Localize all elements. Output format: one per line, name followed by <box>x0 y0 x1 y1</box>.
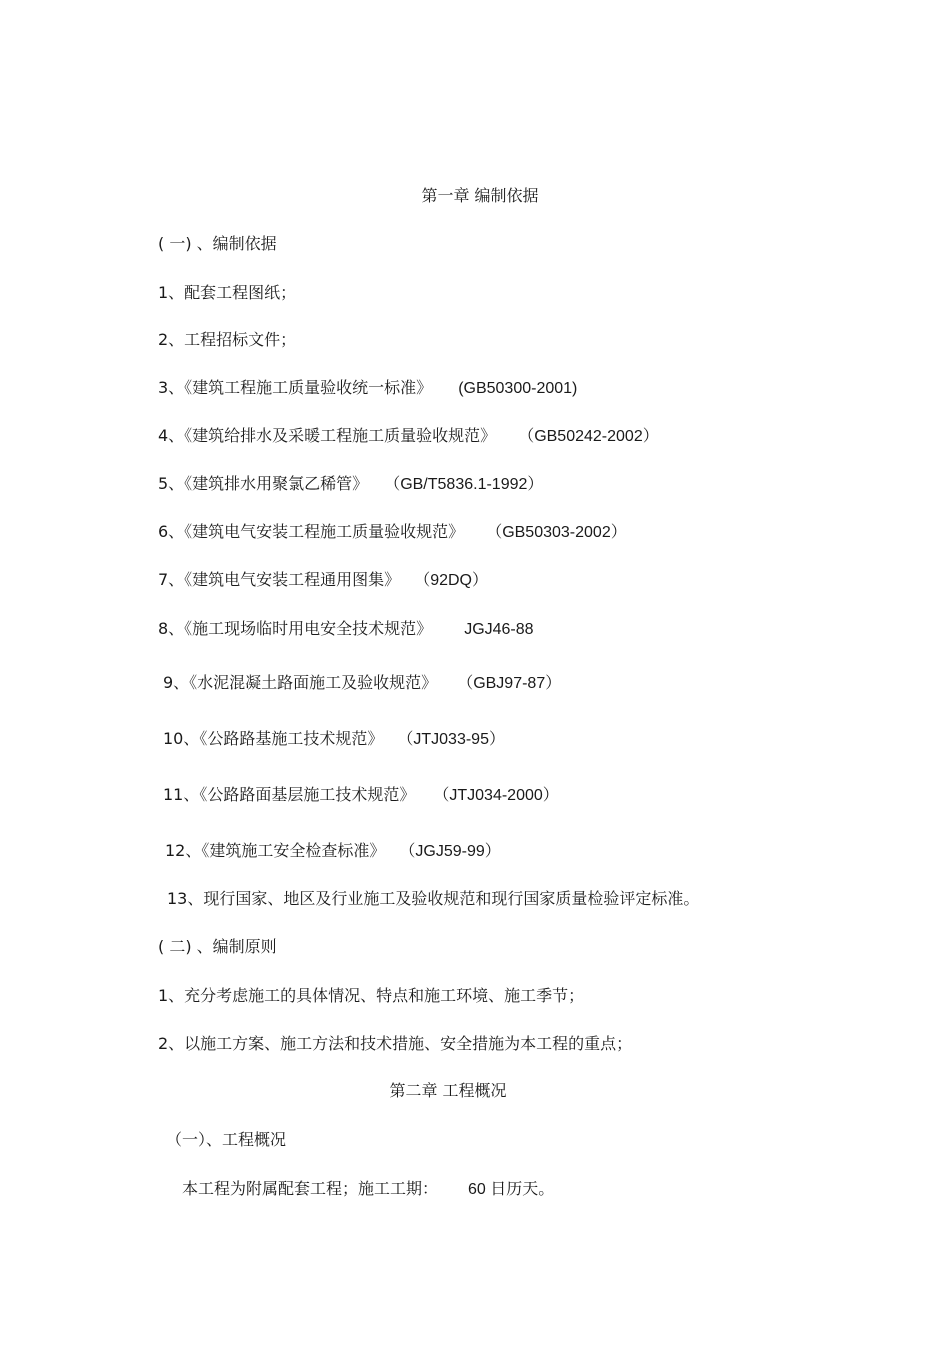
basis-item-3 <box>158 378 577 399</box>
basis-item-6 <box>158 522 627 543</box>
basis-item-text: 3、《建筑工程施工质量验收统一标准》 <box>158 378 433 397</box>
basis-item-4 <box>158 426 659 447</box>
basis-item-text: 4、《建筑给排水及采暖工程施工质量验收规范》 <box>158 426 497 445</box>
basis-item-code: （GBJ97-87） <box>457 675 562 692</box>
basis-item-code: (GB50300-2001) <box>458 380 578 397</box>
basis-item-text: 12、《建筑施工安全检查标准》 <box>165 841 386 860</box>
basis-item-1 <box>158 283 296 303</box>
overview-text: 本工程为附属配套工程；施工工期： <box>182 1179 439 1198</box>
basis-item-text: 10、《公路路基施工技术规范》 <box>163 729 384 748</box>
overview-paragraph <box>182 1179 554 1200</box>
basis-item-code: JGJ46-88 <box>464 621 534 638</box>
basis-item-code: （JTJ033-95） <box>397 731 505 748</box>
basis-item-code: （92DQ） <box>414 572 488 589</box>
basis-item-code: （JTJ034-2000） <box>433 787 559 804</box>
basis-item-code: （GB50303-2002） <box>486 524 627 541</box>
basis-item-5 <box>158 474 543 495</box>
basis-item-text: 7、《建筑电气安装工程通用图集》 <box>158 570 401 589</box>
basis-item-13 <box>167 889 699 909</box>
basis-item-9 <box>163 673 561 694</box>
basis-item-code: （JGJ59-99） <box>399 843 501 860</box>
basis-item-code: （GB50242-2002） <box>518 428 659 445</box>
basis-item-11 <box>163 785 559 806</box>
chapter2-title: 第二章 工程概况 <box>389 1081 507 1100</box>
principle-item-1: 1、充分考虑施工的具体情况、特点和施工环境、施工季节； <box>158 986 585 1005</box>
basis-item-text: 9、《水泥混凝土路面施工及验收规范》 <box>163 673 438 692</box>
principle-item-2: 2、以施工方案、施工方法和技术措施、安全措施为本工程的重点； <box>158 1034 633 1053</box>
basis-item-10 <box>163 729 505 750</box>
basis-item-text: 8、《施工现场临时用电安全技术规范》 <box>158 619 433 638</box>
basis-item-code: （GB/T5836.1-1992） <box>384 476 544 493</box>
basis-item-8 <box>158 619 534 640</box>
chapter1-title: 第一章 编制依据 <box>421 186 539 205</box>
section-heading-basis: ( 一) 、编制依据 <box>158 234 277 253</box>
basis-item-text: 5、《建筑排水用聚氯乙稀管》 <box>158 474 369 493</box>
section-heading-principles: ( 二) 、编制原则 <box>158 937 277 956</box>
basis-item-text: 1、配套工程图纸； <box>158 283 297 302</box>
basis-item-text: 6、《建筑电气安装工程施工质量验收规范》 <box>158 522 465 541</box>
basis-item-2 <box>158 330 296 350</box>
basis-item-12 <box>165 841 501 862</box>
basis-item-text: 2、工程招标文件； <box>158 330 297 349</box>
basis-item-text: 11、《公路路面基层施工技术规范》 <box>163 785 416 804</box>
section-heading-overview: （一）、工程概况 <box>166 1130 287 1149</box>
basis-item-text: 13、现行国家、地区及行业施工及验收规范和现行国家质量检验评定标准。 <box>167 889 700 908</box>
overview-days: 60 日历天。 <box>468 1181 555 1198</box>
basis-item-7 <box>158 570 488 591</box>
